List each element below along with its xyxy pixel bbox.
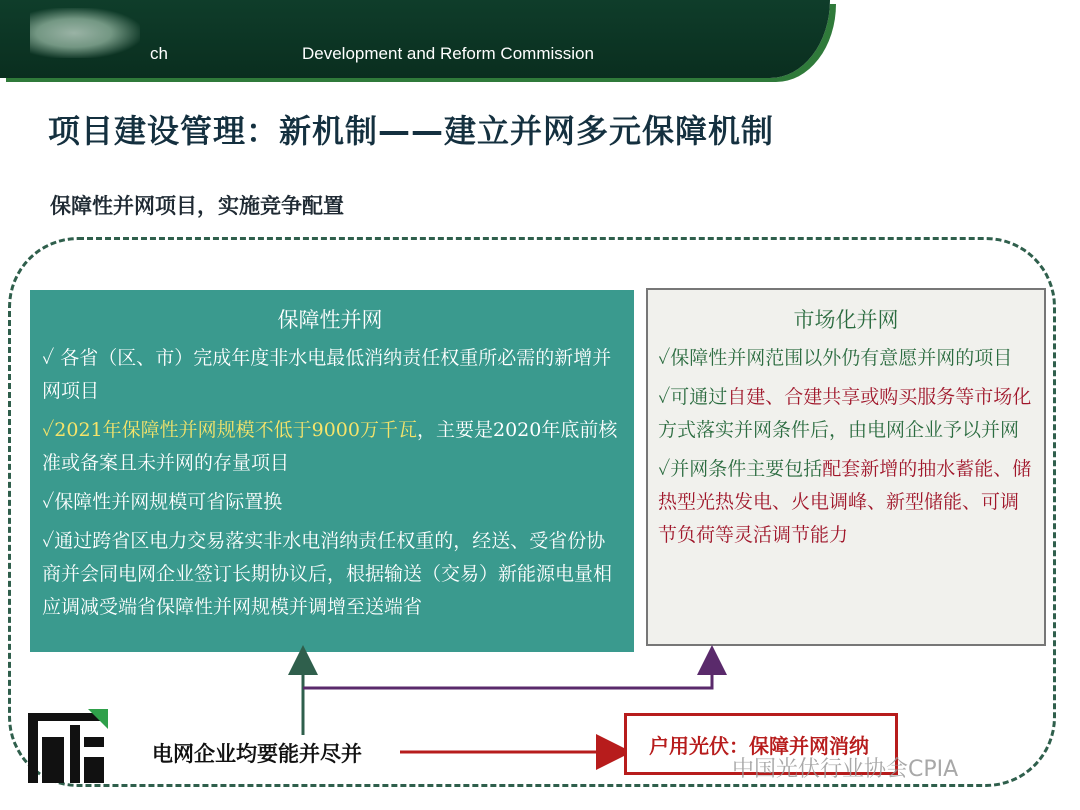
market-item-2-highlight: 自建、合建共享或购买服务等市场化 [727, 386, 1032, 408]
cpia-logo-icon [28, 707, 110, 789]
guarantee-item-2-prefix: ✓ [42, 419, 55, 441]
guarantee-item-3: ✓保障性并网规模可省际置换 [42, 491, 283, 513]
watermark: 中国光伏行业协会CPIA [732, 757, 959, 782]
arrow-to-market [303, 660, 712, 688]
slide-title: 项目建设管理：新机制——建立并网多元保障机制 [48, 112, 775, 150]
household-pv-box: 户用光伏：保障并网消纳 [624, 713, 898, 775]
market-item-2-c: 方式落实并网条件后，由电网企业予以并网 [658, 419, 1020, 441]
market-item-3-highlight: 配套新增的抽水蓄能、储热型光热发电、火电调峰、新型储能、可调节负荷等灵活调节能力 [658, 458, 1032, 546]
guarantee-item-1: ✓ 各省（区、市）完成年度非水电最低消纳责任权重所必需的新增并网项目 [42, 347, 612, 402]
market-item-2-a: ✓可通过 [658, 386, 728, 408]
slide-subtitle: 保障性并网项目，实施竞争配置 [50, 194, 344, 218]
market-item-1: ✓保障性并网范围以外仍有意愿并网的项目 [658, 347, 1013, 369]
banner-right-text: Development and Reform Commission [302, 44, 594, 63]
guarantee-box-title: 保障性并网 [277, 308, 383, 332]
market-box-title: 市场化并网 [793, 308, 899, 332]
guarantee-item-2-rest: ，主要是2020年底前核准或备案且未并网的存量项目 [42, 419, 618, 474]
guarantee-item-4: ✓通过跨省区电力交易落实非水电消纳责任权重的，经送、受省份协商并会同电网企业签订长期协议后，根据输送（交易）新能源电量相应调减受端省保障性并网规模并调增至送端省 [42, 530, 613, 618]
guarantee-item-2-highlight: 2021年保障性并网规模不低于9000万千瓦 [54, 419, 417, 441]
market-item-3-a: ✓并网条件主要包括 [658, 458, 823, 480]
grid-enterprise-note: 电网企业均要能并尽并 [152, 742, 362, 766]
banner-left-text: ch [150, 44, 168, 63]
